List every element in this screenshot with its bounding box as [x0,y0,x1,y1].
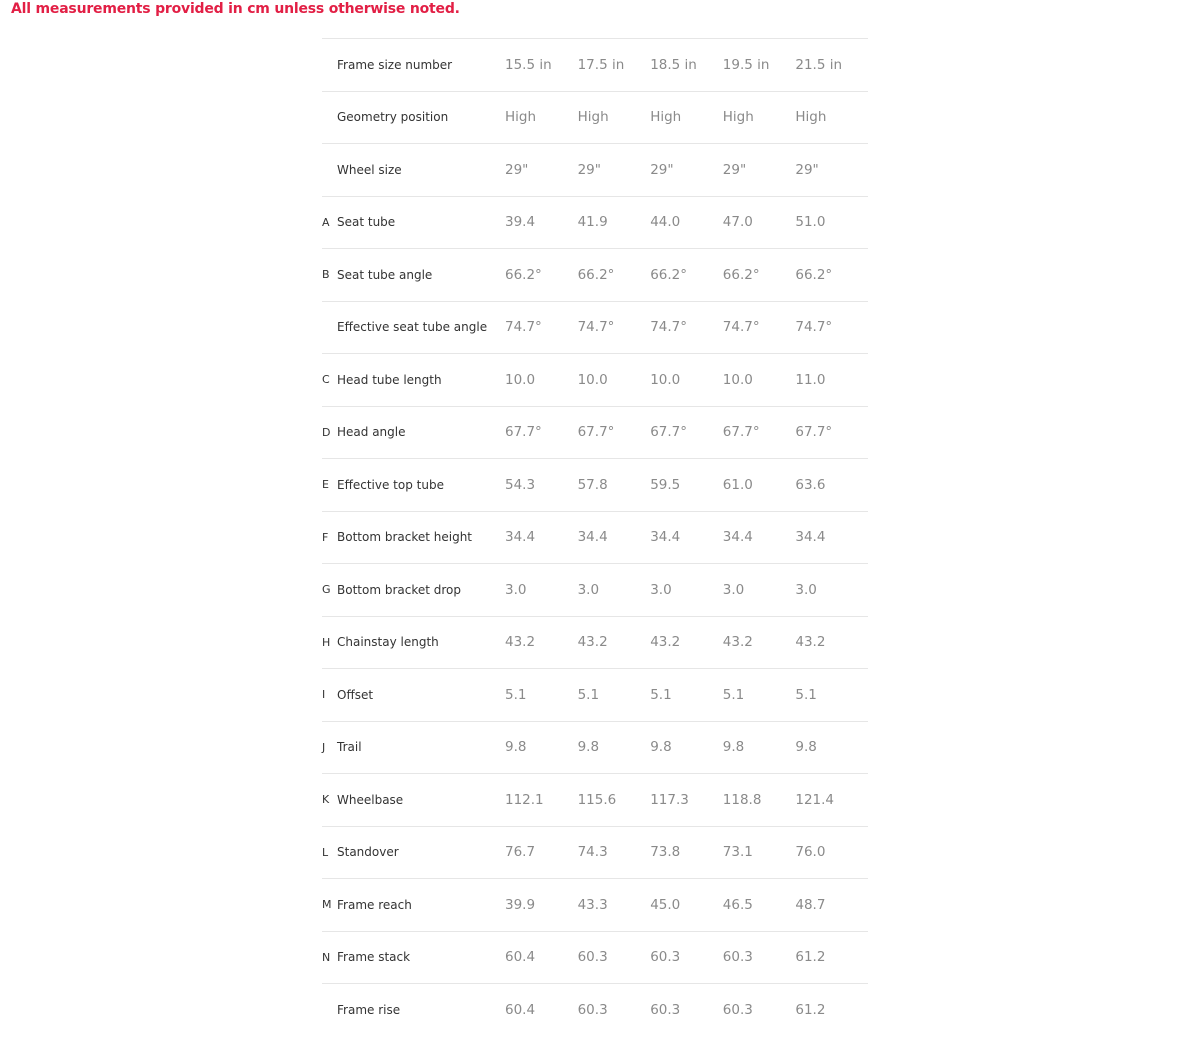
row-label: Bottom bracket drop [337,582,462,597]
table-row [322,984,868,1037]
row-letter: C [322,373,330,387]
row-value: 34.4 [650,529,681,546]
row-value: 5.1 [577,686,600,703]
row-value: 41.9 [577,214,608,231]
row-value: 121.4 [795,791,835,808]
table-row [322,406,868,459]
row-value: 19.5 in [722,56,770,73]
row-value: 117.3 [650,791,689,808]
row-value: 39.9 [505,896,536,913]
table-row [322,721,868,774]
row-value: 43.2 [650,634,681,651]
row-letter: B [322,268,330,282]
geometry-table [322,38,868,1036]
row-value: 44.0 [650,214,681,231]
row-value: 60.3 [722,1002,753,1018]
row-value: 9.8 [650,739,672,756]
table-row [322,459,868,512]
row-value: 60.3 [650,949,681,966]
row-value: 74.7° [722,319,760,336]
row-value: 60.3 [577,1002,608,1018]
row-value: 54.3 [505,476,536,493]
row-letter [322,91,337,144]
row-letter: N [322,950,331,964]
row-value: 43.2 [722,634,753,651]
row-label: Frame reach [337,897,412,912]
row-letter [322,301,337,354]
row-label: Chainstay length [337,635,439,650]
row-value: 9.8 [505,739,527,756]
row-value: 45.0 [650,896,681,913]
row-value: High [650,109,682,126]
row-value: 66.2° [650,266,687,283]
row-letter [322,39,337,92]
row-value: 34.4 [505,529,536,546]
row-value: 60.3 [650,1002,681,1018]
row-label: Seat tube angle [337,267,433,282]
row-value: 74.7° [577,319,615,336]
row-label: Wheelbase [337,792,404,807]
row-value: 10.0 [577,371,608,388]
row-label: Standover [337,845,399,860]
row-value: 43.2 [795,634,826,651]
row-value: 46.5 [722,896,753,913]
row-value: 60.3 [722,949,753,966]
row-value: 3.0 [577,581,600,598]
row-value: 5.1 [795,686,817,703]
table-row [322,879,868,932]
row-value: 11.0 [795,371,826,388]
row-value: 61.2 [795,949,826,966]
table-row [322,249,868,302]
row-value: 74.7° [795,319,833,336]
table-row [322,564,868,617]
row-letter: M [322,898,332,912]
row-label: Offset [337,687,374,702]
row-label: Frame rise [337,1003,401,1017]
row-value: 74.7° [505,319,542,336]
table-row [322,826,868,879]
row-letter: D [322,425,331,439]
row-value: 74.3 [577,844,608,861]
row-value: 67.7° [505,424,542,441]
row-letter: L [322,845,329,859]
row-value: 67.7° [577,424,615,441]
row-value: 10.0 [505,371,536,388]
row-value: 60.4 [505,949,536,966]
row-value: 112.1 [505,791,544,808]
row-label: Head tube length [337,372,442,387]
row-value: 18.5 in [650,56,697,73]
row-value: 66.2° [505,266,542,283]
row-value: 47.0 [722,214,753,231]
table-row [322,616,868,669]
row-value: 21.5 in [795,56,843,73]
row-label: Geometry position [337,110,449,125]
row-value: 29" [650,161,674,178]
row-value: 48.7 [795,896,826,913]
row-label: Seat tube [337,215,396,230]
row-value: 39.4 [505,214,536,231]
row-value: 66.2° [795,266,833,283]
row-value: 67.7° [722,424,760,441]
table-row [322,669,868,722]
row-value: High [505,109,537,126]
row-value: High [795,109,827,126]
row-value: 66.2° [577,266,615,283]
row-value: 118.8 [722,791,762,808]
row-value: 73.1 [722,844,753,861]
table-row [322,511,868,564]
row-value: 63.6 [795,476,826,493]
row-value: 5.1 [650,686,672,703]
row-letter: J [322,740,326,754]
row-value: 34.4 [577,529,608,546]
row-value: 61.0 [722,476,753,493]
row-value: 74.7° [650,319,687,336]
row-letter [322,144,337,197]
table-row [322,931,868,984]
row-letter: K [322,793,330,807]
row-letter: F [322,530,329,544]
row-value: 67.7° [795,424,833,441]
row-value: 29" [505,161,529,178]
row-value: 60.4 [505,1002,536,1018]
row-label: Effective seat tube angle [337,320,488,335]
row-value: 3.0 [505,581,527,598]
row-value: 34.4 [795,529,826,546]
row-value: 29" [722,161,747,178]
row-value: 67.7° [650,424,687,441]
row-value: 3.0 [795,581,817,598]
row-letter [322,984,337,1037]
row-value: 43.2 [505,634,536,651]
row-value: 51.0 [795,214,826,231]
row-value: 29" [577,161,601,178]
row-value: 34.4 [722,529,753,546]
row-value: 60.3 [577,949,608,966]
table-row [322,774,868,827]
row-label: Head angle [337,425,406,440]
row-value: 9.8 [722,739,745,756]
row-value: 59.5 [650,476,681,493]
row-label: Frame size number [337,57,453,72]
row-value: 9.8 [577,739,600,756]
table-row [322,39,868,92]
row-value: High [722,109,754,126]
row-value: 61.2 [795,1002,826,1018]
row-value: 17.5 in [577,56,625,73]
row-label: Effective top tube [337,477,444,492]
table-row [322,354,868,407]
table-row [322,144,868,197]
row-label: Wheel size [337,162,402,177]
row-value: 9.8 [795,739,817,756]
row-value: 76.7 [505,844,536,861]
row-value: 66.2° [722,266,760,283]
row-value: 43.2 [577,634,608,651]
row-value: High [577,109,609,126]
table-row [322,91,868,144]
row-letter: E [322,478,329,492]
row-value: 3.0 [650,581,672,598]
row-value: 3.0 [722,581,745,598]
row-letter: H [322,635,331,649]
row-value: 10.0 [650,371,681,388]
row-value: 10.0 [722,371,753,388]
table-row [322,301,868,354]
row-letter: G [322,583,331,597]
geometry-table-body [322,39,868,1037]
row-letter: I [322,688,326,702]
row-label: Bottom bracket height [337,530,473,545]
row-value: 5.1 [505,686,527,703]
row-value: 5.1 [722,686,745,703]
row-value: 115.6 [577,791,617,808]
table-row [322,196,868,249]
row-label: Trail [337,740,362,755]
row-value: 15.5 in [505,56,552,73]
row-value: 76.0 [795,844,826,861]
row-value: 57.8 [577,476,608,493]
row-value: 29" [795,161,819,178]
row-letter: A [322,215,330,229]
measurements-note: All measurements provided in cm unless otherwise noted. [11,1,460,17]
row-label: Frame stack [337,950,411,965]
row-value: 43.3 [577,896,608,913]
row-value: 73.8 [650,844,681,861]
